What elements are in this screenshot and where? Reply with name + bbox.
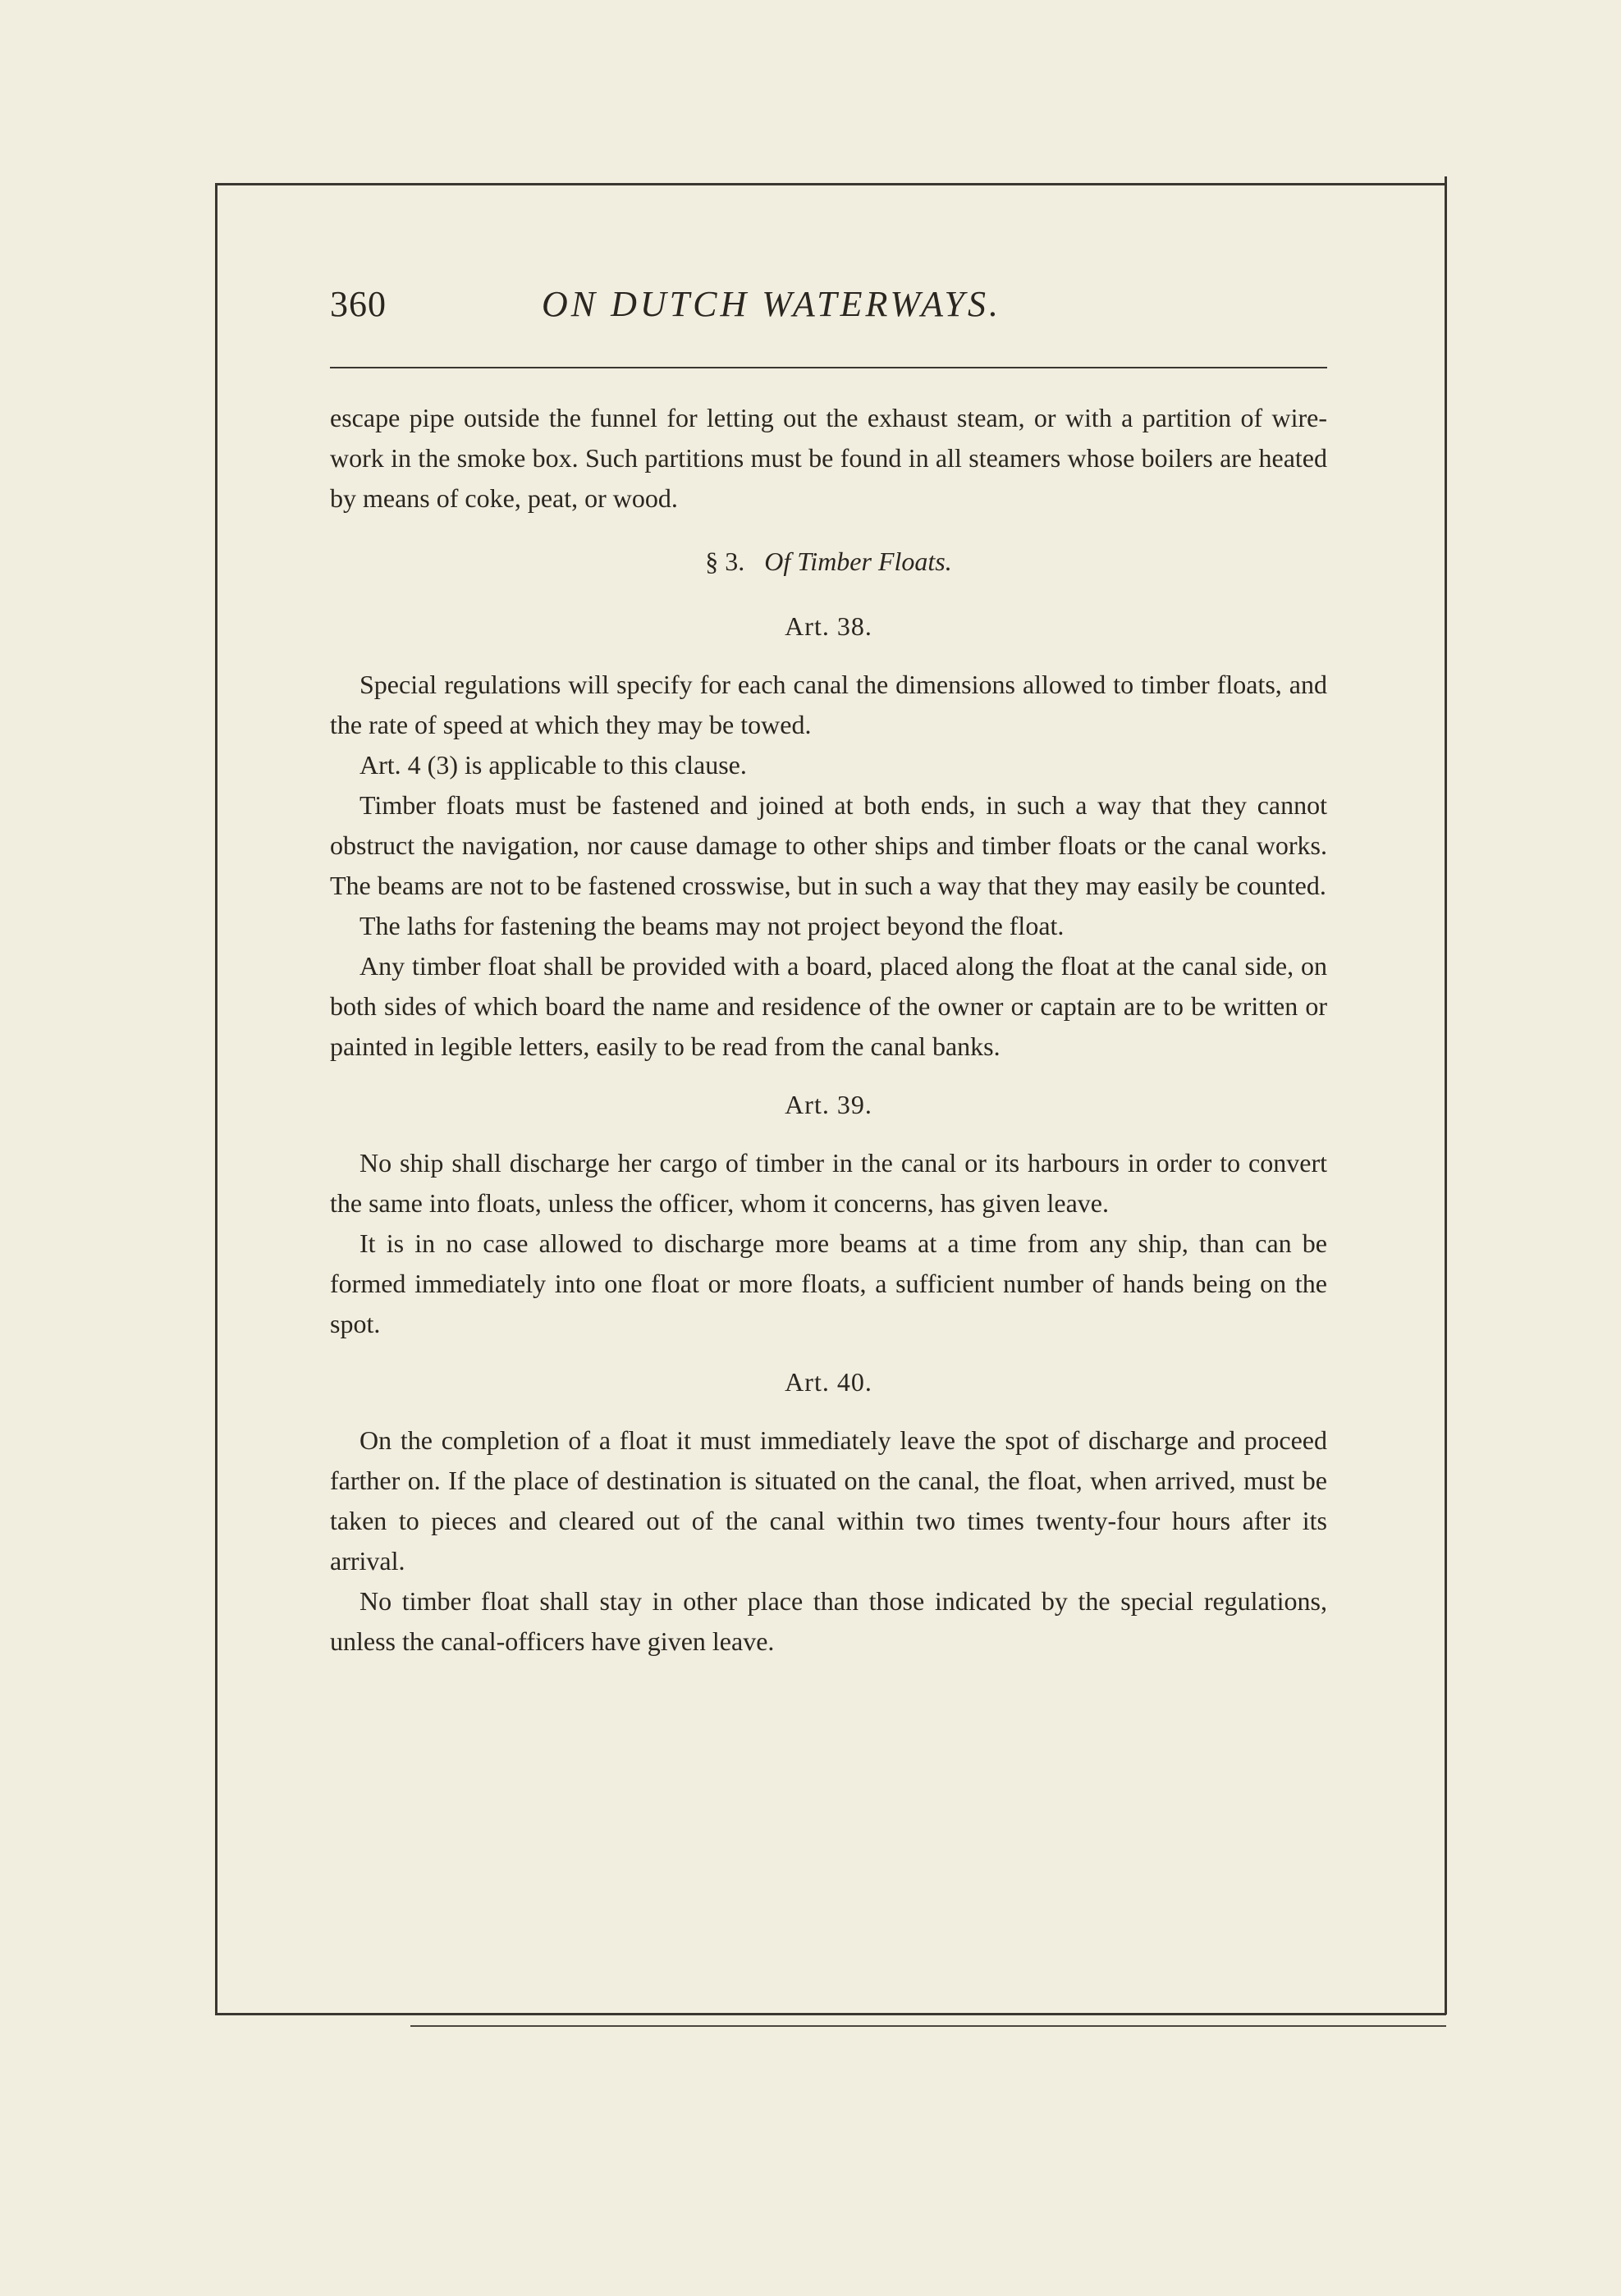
- section-heading: [330, 542, 1327, 582]
- paragraph: Special regulations will specify for each canal the dimensions allowed to timber floats, and the rate of speed at which they may be towed.: [330, 670, 1327, 739]
- paragraph: On the completion of a float it must immediately leave the spot of discharge and proceed farther on. If the place of destination is situated on the canal, the float, when arrived, must be taken to pieces and cleared out of the canal within two times twenty-four hours after its arrival.: [330, 1425, 1327, 1576]
- paragraph: It is in no case allowed to discharge more beams at a time from any ship, than can be formed immediately into one float or more floats, a sufficient number of hands being on the spot.: [330, 1228, 1327, 1338]
- page-number: 360: [330, 284, 387, 324]
- section-number: § 3.: [705, 547, 745, 576]
- article-heading: Art. 40.: [785, 1367, 872, 1397]
- paragraph: Timber floats must be fastened and joined at both ends, in such a way that they cannot obstruct the navigation, nor cause damage to other ships and timber floats or the canal works. The beams are not to be fastened crosswise, but in such a way that they may easily be counted.: [330, 790, 1327, 900]
- article-heading: Art. 39.: [785, 1090, 872, 1119]
- frame-right-rule: [1445, 176, 1447, 2015]
- section-title: Of Timber Floats.: [764, 547, 952, 576]
- paragraph: No timber float shall stay in other place than those indicated by the special regulations, unless the canal-officers have given leave.: [330, 1586, 1327, 1656]
- page-content: [330, 283, 1327, 1662]
- frame-top-rule: [215, 183, 1446, 185]
- paragraph: The laths for fastening the beams may not project beyond the float.: [359, 911, 1065, 940]
- running-title: ON DUTCH WATERWAYS.: [542, 284, 1002, 324]
- header-rule: [330, 367, 1327, 368]
- frame-bottom-rule: [215, 2013, 1446, 2015]
- frame-left-rule: [215, 183, 218, 2013]
- body-text: [330, 398, 1327, 1662]
- article-heading: Art. 38.: [785, 611, 872, 641]
- paragraph: Art. 4 (3) is applicable to this clause.: [359, 750, 747, 780]
- running-head: [330, 283, 1327, 342]
- paragraph: No ship shall discharge her cargo of timber in the canal or its harbours in order to convert the same into floats, unless the officer, whom it concerns, has given leave.: [330, 1148, 1327, 1218]
- paragraph: Any timber float shall be provided with a board, placed along the float at the canal side, on both sides of which board the name and residence of the owner or captain are to be written or painted in legible letters, easily to be read from the canal banks.: [330, 951, 1327, 1061]
- frame-bottom-rule-secondary: [410, 2025, 1446, 2027]
- intro-paragraph: escape pipe outside the funnel for letting out the exhaust steam, or with a partition of wire-work in the smoke box. Such partitions must be found in all steamers whose boilers are heated by means of coke, peat, or wood.: [330, 403, 1327, 513]
